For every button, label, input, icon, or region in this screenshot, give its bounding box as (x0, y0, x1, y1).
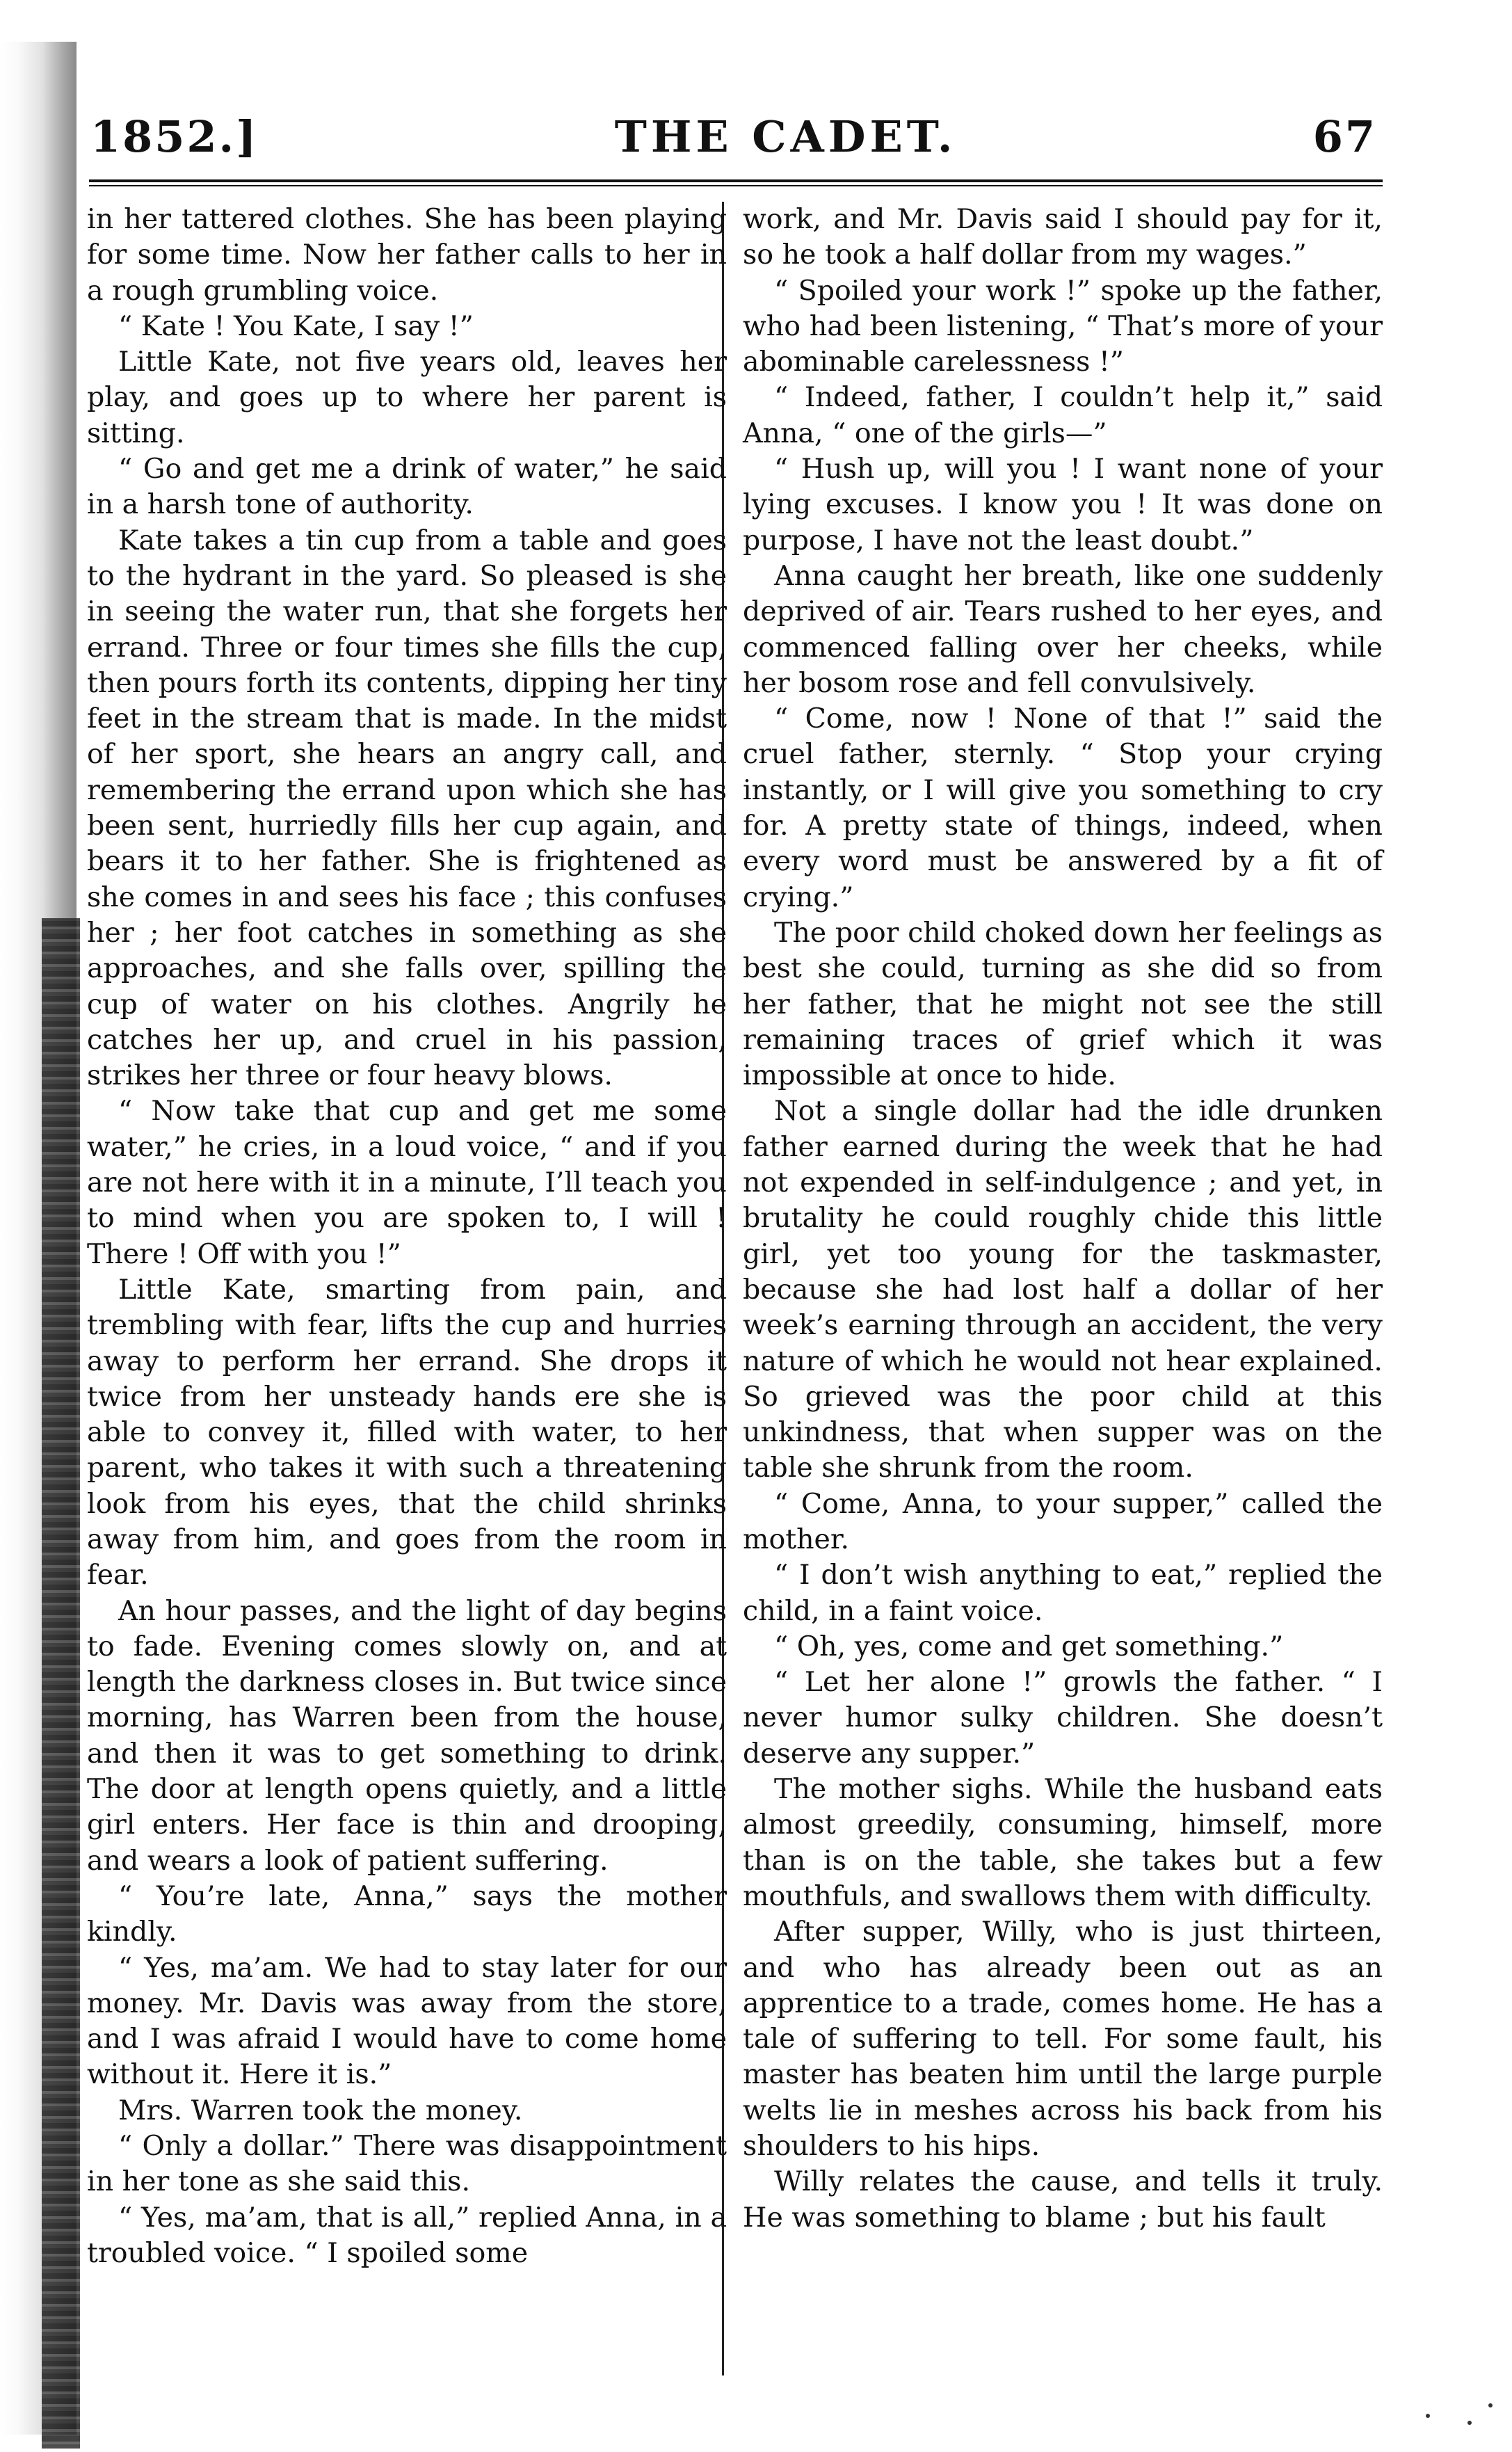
paragraph: Mrs. Warren took the money. (118, 2094, 523, 2126)
right-column (743, 202, 1383, 2236)
scan-speck (1426, 2414, 1430, 2418)
paragraph: Anna caught her breath, like one suddenly deprived of air. Tears rushed to her eyes, and commenced falling over her cheeks, while her bosom rose and fell convulsively. (743, 559, 1383, 699)
paragraph: “ Go and get me a drink of water,” he said in a harsh tone of authority. (87, 453, 727, 521)
paragraph: “ Yes, ma’am, that is all,” replied Anna, in a troubled voice. “ I spoiled some (87, 2201, 727, 2269)
header-rule-top (89, 179, 1383, 182)
paragraph: The poor child choked down her feelings as best she could, turning as she did so from her father, that he might not see the still remaining traces of grief which it was impossible at once to hide. (743, 916, 1383, 1092)
paragraph: “ Only a dollar.” There was disappointment in her tone as she said this. (87, 2130, 727, 2198)
paragraph: Little Kate, smarting from pain, and trembling with fear, lifts the cup and hurries away to perform her errand. She drops it twice from her unsteady hands ere she is able to convey it, filled with water, to her parent, who takes it with such a threatening look from his eyes, that the child shrinks away from him, and goes from the room in fear. (87, 1273, 727, 1592)
paragraph: Little Kate, not five years old, leaves her play, and goes up to where her parent is sitting. (87, 346, 727, 449)
paragraph: “ Come, Anna, to your supper,” called the mother. (743, 1487, 1383, 1555)
paragraph: The mother sighs. While the husband eats almost greedily, consuming, himself, more than is on the table, she takes but a few mouthfuls, and swallows them with difficulty. (743, 1773, 1383, 1912)
scan-speck (1467, 2421, 1472, 2425)
header-year: 1852.] (90, 111, 259, 162)
paragraph: After supper, Willy, who is just thirteen, and who has already been out as an apprentice to a trade, comes home. He has a tale of suffering to tell. For some fault, his master has beaten him until the large purple welts lie in meshes across his back from his shoulders to his hips. (743, 1916, 1383, 2163)
paragraph: work, and Mr. Davis said I should pay for it, so he took a half dollar from my wages.” (743, 203, 1383, 271)
paragraph: “ Spoiled your work !” spoke up the father, who had been listening, “ That’s more of your abominable carelessness !” (743, 274, 1383, 378)
paragraph: Willy relates the cause, and tells it truly. He was something to blame ; but his fault (743, 2165, 1383, 2234)
paragraph: “ Let her alone !” growls the father. “ I never humor sulky children. She doesn’t deserve any supper.” (743, 1666, 1383, 1770)
paragraph: An hour passes, and the light of day begins to fade. Evening comes slowly on, and at length the darkness closes in. But twice since morning, has Warren been from the house, and then it was to get something to drink. The door at length opens quietly, and a little girl enters. Her face is thin and drooping, and wears a look of patient suffering. (87, 1594, 727, 1877)
paragraph: “ I don’t wish anything to eat,” replied the child, in a faint voice. (743, 1559, 1383, 1627)
paragraph: “ You’re late, Anna,” says the mother kindly. (87, 1880, 727, 1948)
paragraph: “ Now take that cup and get me some water,” he cries, in a loud voice, “ and if you are not here with it in a minute, I’ll teach you to mind when you are spoken to, I will ! There ! Off with you !” (87, 1095, 727, 1270)
running-header (90, 111, 1377, 174)
paragraph: Not a single dollar had the idle drunken father earned during the week that he had not expended in self-indulgence ; and yet, in brutality he could roughly chide this little girl, yet too young for the taskmaster, because she had lost half a dollar of her week’s earning through an accident, the very nature of which he would not hear explained. So grieved was the poor child at this unkindness, that when supper was on the table she shrunk from the room. (743, 1095, 1383, 1484)
paragraph: in her tattered clothes. She has been playing for some time. Now her father calls to her in a rough grumbling voice. (87, 203, 727, 307)
paragraph: “ Indeed, father, I couldn’t help it,” said Anna, “ one of the girls—” (743, 381, 1383, 449)
header-title: THE CADET. (614, 111, 957, 162)
scan-speck (1488, 2403, 1493, 2407)
paragraph: “ Come, now ! None of that !” said the cruel father, sternly. “ Stop your crying instantly, or I will give you something to cry for. A pretty state of things, indeed, when every word must be answered by a fit of crying.” (743, 703, 1383, 913)
binding-edge (42, 918, 80, 2449)
paragraph: “ Oh, yes, come and get something.” (774, 1630, 1284, 1662)
paragraph: Kate takes a tin cup from a table and goes to the hydrant in the yard. So pleased is she in seeing the water run, that she forgets her errand. Three or four times she fills the cup, then pours forth its contents, dipping her tiny feet in the stream that is made. In the midst of her sport, she hears an angry call, and remembering the errand upon which she has been sent, hurriedly fills her cup again, and bears it to her father. She is frightened as she comes in and sees his face ; this confuses her ; her foot catches in something as she approaches, and she falls over, spilling the cup of water on his clothes. Angrily he catches her up, and cruel in his passion, strikes her three or four heavy blows. (87, 524, 727, 1092)
left-column (87, 202, 727, 2271)
paragraph: “ Yes, ma’am. We had to stay later for our money. Mr. Davis was away from the store, and I was afraid I would have to come home without it. Here it is.” (87, 1951, 727, 2091)
page-number: 67 (1312, 111, 1377, 162)
paragraph: “ Kate ! You Kate, I say !” (118, 310, 474, 342)
header-rule-bottom (89, 185, 1383, 186)
paragraph: “ Hush up, will you ! I want none of your lying excuses. I know you ! It was done on purpose, I have not the least doubt.” (743, 453, 1383, 556)
